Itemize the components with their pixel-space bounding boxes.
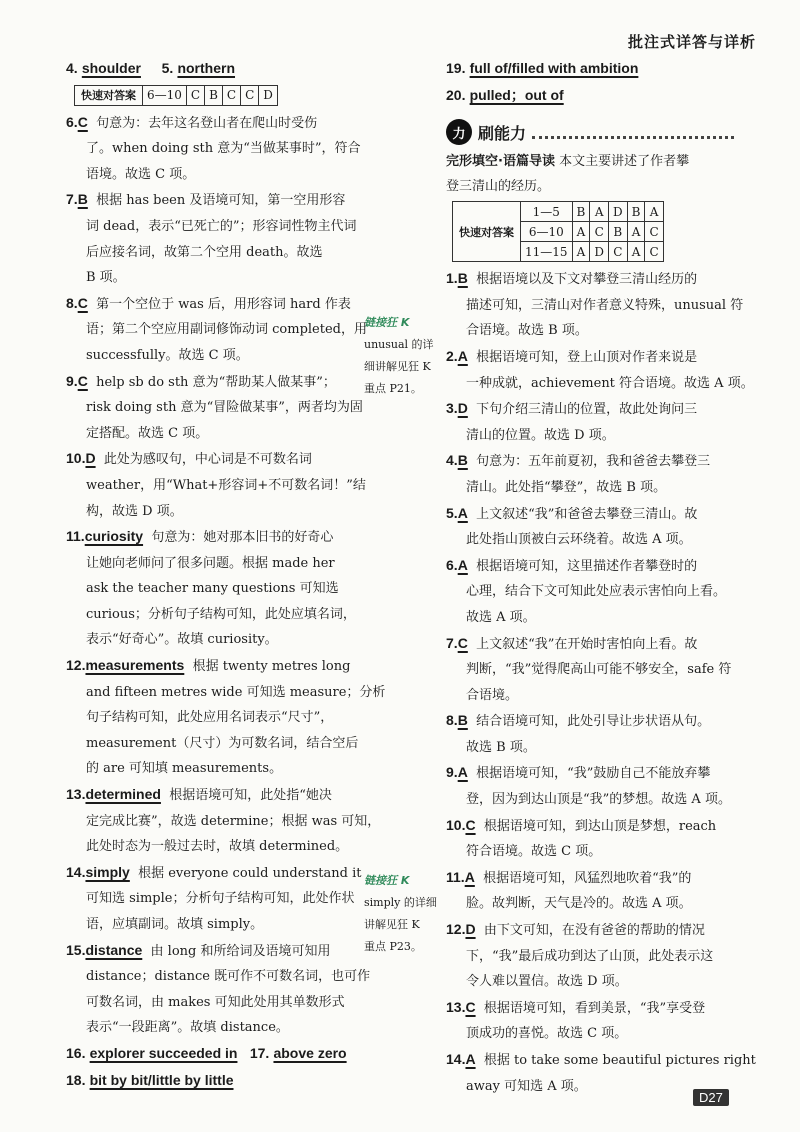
answer-item: [446, 553, 734, 631]
answer-text: simply: [85, 863, 130, 880]
answer-item: [446, 995, 734, 1047]
item-number: 1.: [446, 270, 458, 287]
explanation-line: 下，“我”最后成功到达了山顶，此处表示这: [466, 948, 714, 964]
explanation-line: 令人难以置信。故选 D 项。: [466, 974, 628, 990]
answer-item: [446, 1047, 756, 1099]
table-cell: D: [259, 85, 278, 105]
answer-text: C: [457, 634, 468, 651]
section-title: 刷能力: [478, 123, 527, 143]
answer-item: [66, 938, 371, 1041]
item-number: 8.: [446, 712, 458, 729]
item-number: 12.: [446, 921, 466, 938]
item-number: 2.: [446, 347, 458, 364]
answer-text: full of/filled with ambition: [469, 60, 639, 76]
answer-text: A: [464, 868, 475, 885]
table-cell: A: [590, 202, 609, 222]
explanation-line: 合语境。故选 B 项。: [466, 323, 588, 339]
explanation-line: 故选 B 项。: [466, 739, 536, 755]
answer-text: distance: [85, 941, 143, 958]
table-cell: C: [222, 85, 240, 105]
table-cell: B: [609, 222, 628, 242]
answer-19: [446, 56, 734, 83]
answer-text: B: [77, 191, 88, 208]
explanation-line: 一种成就，achievement 符合语境。故选 A 项。: [466, 375, 754, 391]
explanation-line: curious；分析句子结构可知，此处应填名词，: [86, 606, 356, 622]
table-cell: B: [205, 85, 223, 105]
item-number: 18.: [66, 1071, 86, 1088]
pen-icon: 力: [446, 119, 472, 145]
explanation-line: 后应接名词，故第二个空用 death。故选: [86, 244, 323, 260]
explanation-text: 根据 everyone could understand it: [138, 865, 362, 881]
intro-text: 本文主要讲述了作者攀: [559, 154, 690, 170]
explanation-line: [446, 708, 734, 735]
item-number: 13.: [66, 786, 86, 803]
explanation-text: 句意为：五年前夏初，我和爸爸去攀登三: [476, 454, 711, 470]
intro-text: 登三清山的经历。: [446, 179, 551, 195]
item-number: 8.: [66, 294, 78, 311]
link-note-2: [364, 870, 446, 958]
table-cell: D: [590, 242, 609, 262]
answer-text: curiosity: [84, 528, 144, 545]
table-range: 1—5: [521, 202, 573, 222]
quick-answer-table: [452, 201, 664, 262]
answer-18: [66, 1068, 354, 1095]
item-number: 11.: [446, 868, 465, 885]
explanation-line: [66, 446, 354, 473]
explanation-text: 由下文可知，在没有爸爸的帮助的情况: [483, 923, 705, 939]
explanation-line: 符合语境。故选 C 项。: [466, 844, 602, 860]
answer-text: C: [77, 294, 88, 311]
table-cell: A: [645, 202, 663, 222]
explanation-line: 了。when doing sth 意为“当做某事时”，符合: [86, 141, 361, 157]
item-number: 7.: [446, 634, 458, 651]
explanation-text: help sb do sth 意为“帮助某人做某事”；: [96, 374, 336, 390]
left-column: [66, 56, 386, 1094]
right-items: [446, 266, 756, 1099]
passage-intro: [446, 149, 734, 199]
table-range: 6—10: [521, 222, 573, 242]
answer-item: [66, 860, 362, 938]
item-number: 13.: [446, 998, 466, 1015]
explanation-text: 上文叙述“我”在开始时害怕向上看。故: [476, 636, 698, 652]
explanation-line: 描述可知，三清山对作者意义特殊，unusual 符: [466, 297, 744, 313]
answer-text: measurements: [85, 657, 185, 674]
explanation-line: 定搭配。故选 C 项。: [86, 425, 209, 441]
answer-text: shoulder: [81, 60, 141, 76]
answer-item: [446, 501, 734, 553]
table-cell: C: [590, 222, 609, 242]
answer-text: A: [457, 556, 468, 573]
explanation-text: 句意为：她对那本旧书的好奇心: [151, 530, 334, 546]
item-number: 19.: [446, 60, 466, 76]
explanation-line: 故选 A 项。: [466, 609, 536, 625]
item-number: 9.: [446, 764, 458, 781]
item-number: 12.: [66, 657, 86, 674]
item-number: 17.: [249, 1044, 270, 1061]
page-header: 批注式详答与详析: [627, 33, 756, 51]
explanation-line: 可知选 simple；分析句子结构可知，此处作状: [86, 891, 355, 907]
answer-text: C: [77, 372, 88, 389]
explanation-line: 心理，结合下文可知此处应表示害怕向上看。: [466, 584, 727, 600]
table-label: 快速对答案: [453, 202, 521, 262]
answer-text: pulled；out of: [469, 86, 564, 103]
answer-text: C: [465, 998, 476, 1015]
explanation-line: 合语境。: [466, 687, 519, 703]
explanation-line: 表示“一段距离”。故填 distance。: [86, 1020, 289, 1036]
answer-item: [446, 448, 734, 500]
explanation-text: 上文叙述“我”和爸爸去攀登三清山。故: [476, 506, 698, 522]
explanation-line: ask the teacher many questions 可知选: [86, 581, 339, 597]
dotted-divider: [532, 126, 734, 139]
answer-text: bit by bit/little by little: [89, 1071, 234, 1088]
explanation-line: distance；distance 既可作不可数名词，也可作: [86, 969, 371, 985]
explanation-line: 判断，“我”觉得爬高山可能不够安全，safe 符: [466, 662, 732, 678]
explanation-text: 根据语境可知，登上山顶对作者来说是: [476, 349, 698, 365]
note-line: unusual 的详: [364, 338, 434, 351]
explanation-line: 可数名词，由 makes 可知此处用其单数形式: [86, 994, 345, 1010]
item-number: 14.: [66, 863, 86, 880]
answer-text: A: [465, 1051, 476, 1067]
table-cell: C: [645, 222, 663, 242]
item-number: 5.: [161, 60, 174, 76]
answer-item: [446, 813, 734, 865]
item-number: 6.: [66, 113, 78, 130]
explanation-line: [66, 938, 354, 965]
note-line: 重点 P21。: [364, 382, 422, 395]
explanation-line: 此处指山顶被白云环绕着。故选 A 项。: [466, 532, 692, 548]
item-number: 10.: [66, 450, 86, 467]
explanation-line: [446, 553, 734, 580]
explanation-line: 让她向老师问了很多问题。根据 made her: [86, 555, 335, 571]
explanation-line: 句子结构可知，此处应用名词表示“尺寸”，: [86, 710, 334, 726]
answer-item: [446, 344, 754, 396]
explanation-line: [446, 396, 734, 423]
explanation-text: 此处为感叹句，中心词是不可数名词: [103, 452, 312, 468]
explanation-line: 脸。故判断，天气是冷的。故选 A 项。: [466, 896, 692, 912]
explanation-line: 此处时态为一般过去时，故填 determined。: [86, 839, 349, 855]
explanation-line: measurement（尺寸）为可数名词，结合空后: [86, 735, 359, 751]
answer-item: [446, 266, 744, 344]
section-banner: [446, 115, 734, 149]
answer-item: [446, 396, 734, 448]
table-cell: C: [609, 242, 628, 262]
answer-item: [446, 917, 734, 995]
explanation-line: [66, 291, 354, 318]
explanation-line: [446, 813, 734, 840]
answer-item: [66, 369, 363, 447]
answer-item: [446, 708, 734, 760]
explanation-line: [446, 344, 734, 371]
explanation-text: 根据语境可知，风猛烈地吹着“我”的: [483, 870, 692, 886]
explanation-line: [446, 995, 734, 1022]
explanation-line: [446, 631, 734, 658]
explanation-line: [66, 782, 354, 809]
answer-text: D: [465, 921, 476, 938]
link-label: 链接狂 K: [364, 874, 410, 887]
item-number: 10.: [446, 816, 466, 833]
explanation-line: [66, 187, 354, 214]
right-column: [446, 56, 756, 1099]
answers-16-17: [66, 1041, 354, 1068]
explanation-text: 句意为：去年这名登山者在爬山时受伤: [96, 115, 318, 131]
answer-text: above zero: [273, 1044, 347, 1061]
answer-item: [446, 865, 734, 917]
answer-text: C: [77, 113, 88, 130]
explanation-line: 构，故选 D 项。: [86, 503, 183, 519]
explanation-line: [446, 865, 734, 892]
answer-text: explorer succeeded in: [89, 1044, 238, 1061]
explanation-text: 根据 to take some beautiful pictures right: [483, 1053, 756, 1068]
answer-item: [66, 291, 367, 369]
item-number: 4.: [66, 60, 78, 76]
explanation-line: [66, 653, 354, 680]
item-number: 3.: [446, 400, 458, 417]
left-items: [66, 110, 386, 1041]
item-number: 15.: [66, 941, 86, 958]
answer-item: [66, 524, 354, 653]
explanation-line: 的 are 可知填 measurements。: [86, 761, 283, 777]
table-cell: A: [627, 222, 645, 242]
answer-text: northern: [177, 60, 236, 76]
page-number: D27: [693, 1089, 729, 1106]
explanation-text: 根据 twenty metres long: [192, 659, 351, 675]
answer-item: [66, 782, 381, 860]
answer-text: A: [457, 347, 468, 364]
explanation-line: [66, 524, 354, 551]
table-range: 6—10: [143, 85, 187, 105]
item-number: 6.: [446, 556, 458, 573]
table-cell: B: [627, 202, 645, 222]
explanation-text: 根据语境可知，这里描述作者攀登时的: [476, 558, 698, 574]
explanation-line: 清山。此处指“攀登”，故选 B 项。: [466, 479, 667, 495]
item-number: 14.: [446, 1051, 466, 1067]
item-number: 4.: [446, 452, 458, 469]
item-number: 5.: [446, 504, 458, 521]
link-label: 链接狂 K: [364, 316, 410, 329]
answer-item: [446, 760, 734, 812]
explanation-line: away 可知选 A 项。: [466, 1078, 587, 1094]
answer-item: [66, 446, 366, 524]
item-number: 16.: [66, 1044, 86, 1061]
explanation-text: 下句介绍三清山的位置，故此处询问三: [476, 402, 698, 418]
explanation-line: risk doing sth 意为“冒险做某事”，两者均为固: [86, 400, 363, 416]
note-line: simply 的详细: [364, 896, 437, 909]
table-cell: B: [572, 202, 590, 222]
explanation-text: 根据语境以及下文对攀登三清山经历的: [476, 272, 698, 288]
answer-text: D: [85, 450, 96, 467]
table-cell: D: [609, 202, 628, 222]
explanation-text: 根据语境可知，到达山顶是梦想，reach: [483, 818, 717, 834]
explanation-line: 登，因为到达山顶是“我”的梦想。故选 A 项。: [466, 792, 731, 808]
explanation-line: [446, 1047, 756, 1074]
answer-text: C: [465, 816, 476, 833]
answer-text: B: [457, 452, 468, 469]
answer-item: [66, 110, 361, 188]
link-note-1: [364, 312, 446, 400]
explanation-text: 根据 has been 及语境可知，第一空用形容: [96, 193, 346, 209]
explanation-line: [66, 369, 354, 396]
explanation-line: 语境。故选 C 项。: [86, 166, 196, 182]
item-number: 20.: [446, 86, 466, 103]
explanation-text: 由 long 和所给词及语境可知用: [150, 943, 331, 959]
table-cell: C: [186, 85, 204, 105]
explanation-line: [446, 501, 734, 528]
explanation-line: 表示“好奇心”。故填 curiosity。: [86, 632, 278, 648]
answer-text: determined: [85, 786, 161, 803]
explanation-text: 结合语境可知，此处引导让步状语从句。: [476, 714, 711, 730]
explanation-line: [446, 917, 734, 944]
table-cell: C: [241, 85, 259, 105]
explanation-line: 顶成功的喜悦。故选 C 项。: [466, 1026, 628, 1042]
explanation-line: 语，应填副词。故填 simply。: [86, 917, 264, 932]
explanation-line: [446, 760, 734, 787]
table-cell: A: [572, 242, 590, 262]
item-number: 9.: [66, 372, 78, 389]
table-cell: C: [645, 242, 663, 262]
explanation-line: and fifteen metres wide 可知选 measure；分析: [86, 684, 386, 700]
answer-text: B: [457, 712, 468, 729]
answer-item: [66, 187, 357, 290]
answer-item: [66, 653, 386, 782]
answer-20: [446, 83, 734, 110]
note-line: 细讲解见狂 K: [364, 360, 431, 373]
explanation-line: successfully。故选 C 项。: [86, 347, 249, 363]
explanation-line: 定完成比赛”，故选 determine；根据 was 可知，: [86, 813, 381, 829]
explanation-line: [66, 860, 362, 887]
explanation-line: 清山的位置。故选 D 项。: [466, 427, 615, 443]
answer-text: A: [457, 764, 468, 781]
explanation-line: [446, 448, 734, 475]
note-line: 重点 P23。: [364, 940, 422, 953]
item-number: 11.: [66, 528, 85, 545]
table-cell: A: [627, 242, 645, 262]
answer-text: B: [457, 270, 468, 287]
note-line: 讲解见狂 K: [364, 918, 420, 931]
table-range: 11—15: [521, 242, 573, 262]
explanation-line: 语；第二个空应用副词修饰动词 completed，用: [86, 322, 367, 338]
intro-heading: 完形填空·语篇导读: [446, 154, 555, 170]
answer-text: A: [457, 504, 468, 521]
answers-4-5: [66, 56, 354, 83]
explanation-line: weather，用“What+形容词+不可数名词！”结: [86, 477, 366, 493]
quick-answer-table: [74, 85, 278, 106]
explanation-line: B 项。: [86, 270, 126, 286]
table-label: 快速对答案: [75, 85, 143, 105]
explanation-line: [446, 266, 734, 293]
explanation-text: 根据语境可知，“我”鼓励自己不能放弃攀: [476, 766, 711, 782]
explanation-text: 根据语境可知，看到美景，“我”享受登: [483, 1000, 706, 1016]
table-cell: A: [572, 222, 590, 242]
explanation-text: 根据语境可知，此处指“她决: [169, 788, 332, 804]
answer-text: D: [457, 400, 468, 417]
explanation-line: [66, 110, 354, 137]
explanation-text: 第一个空位于 was 后，用形容词 hard 作表: [96, 296, 351, 312]
explanation-line: 词 dead，表示“已死亡的”；形容词性物主代词: [86, 218, 357, 234]
answer-item: [446, 631, 734, 709]
item-number: 7.: [66, 191, 78, 208]
